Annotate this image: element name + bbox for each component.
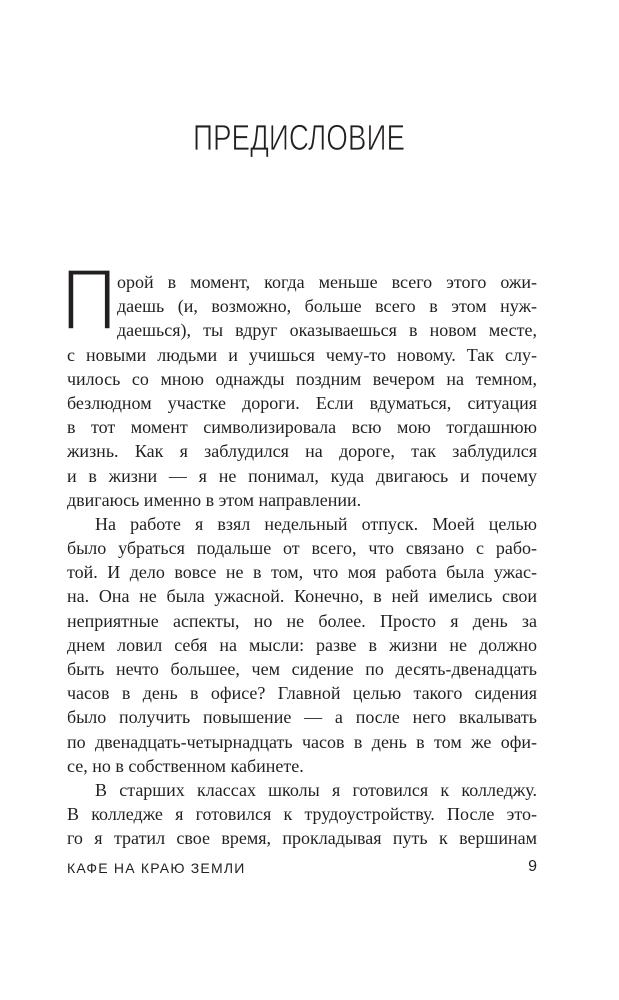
paragraph [67,512,537,778]
text-line: с новыми людьми и учишься чему-то новому. Так слу- [67,344,537,365]
text-line: было убраться подальше от всего, что связано с рабо- [67,538,537,559]
text-line: было получить повышение — а после него вкалывать [67,707,537,728]
text-line: по двенадцать-четырнадцать часов в день в том же офи- [67,731,537,752]
text-line: двигаюсь именно в этом направлении. [67,489,362,510]
text-line: в тот момент символизировала всю мою тогдашнюю [67,417,537,438]
text-line: жизнь. Как я заблудился на дороге, так заблудился [67,441,537,462]
text-line: чилось со мною однажды поздним вечером на темном, [67,368,537,389]
paragraph [67,270,537,512]
text-line: На работе я взял недельный отпуск. Моей целью [95,513,537,534]
text-line: неприятные аспекты, но не более. Просто я день за [67,610,537,631]
text-line: даешь (и, возможно, больше всего в этом нуж- [117,296,537,317]
text-line: днем ловил себя на мысли: разве в жизни не должно [67,634,537,655]
text-line: даешься), ты вдруг оказываешься в новом месте, [117,320,537,341]
text-line: быть нечто большее, чем сидение по десять-двенадцать [67,659,537,679]
text-line: той. И дело вовсе не в том, что моя работа была ужас- [67,562,537,583]
text-line: го я тратил свое время, прокладывая путь к вершинам [67,828,537,849]
chapter-title [0,118,619,158]
page-number: 9 [528,858,537,875]
text-line: безлюдном участке дороги. Если вдуматься, ситуация [67,392,537,413]
chapter-title-text: ПРЕДИСЛОВИЕ [193,118,405,158]
text-line: В колледже я готовился к трудоустройству. После это- [67,804,537,825]
text-line: орой в момент, когда меньше всего этого ожи- [117,272,537,292]
text-line: на. Она не была ужасной. Конечно, в ней имелись свои [67,586,537,607]
running-footer-book-title: КАФЕ НА КРАЮ ЗЕМЛИ [67,860,246,876]
body-text [67,270,537,851]
text-line: и в жизни — я не понимал, куда двигаюсь и почему [67,465,537,486]
drop-cap-letter: П [61,266,117,334]
paragraph [67,778,537,851]
text-line: се, но в собственном кабинете. [67,755,304,776]
text-line: В старших классах школы я готовился к колледжу. [95,779,537,800]
text-line: часов в день в офисе? Главной целью такого сидения [67,683,537,704]
